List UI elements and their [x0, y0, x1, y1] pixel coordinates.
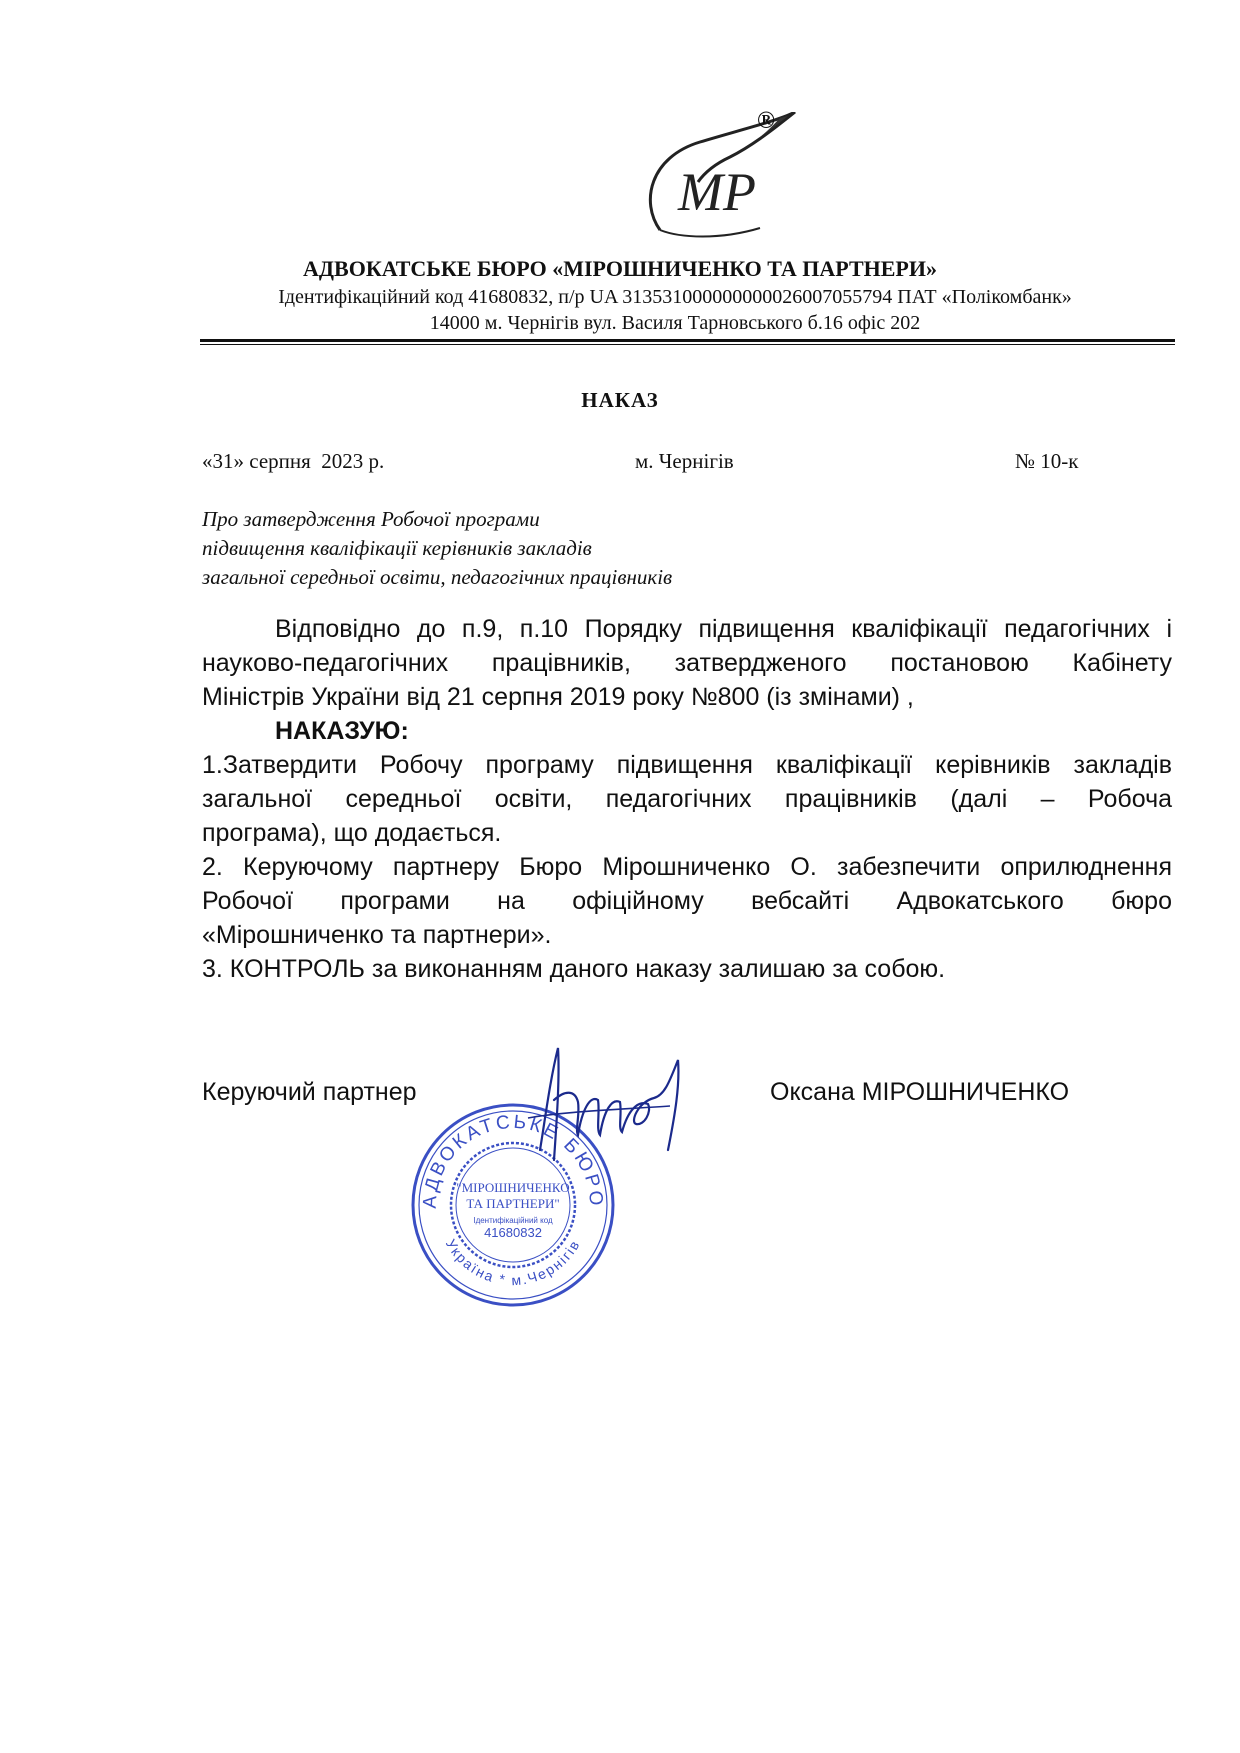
order-number: № 10-к — [1015, 449, 1079, 473]
order-subject — [202, 505, 672, 592]
subject-line: підвищення кваліфікації керівників закладів — [202, 536, 592, 560]
stamp-outer-text: АДВОКАТСЬКЕ БЮРО — [419, 1111, 607, 1210]
letterhead-divider-thin — [200, 344, 1175, 345]
preamble-line: Відповідно до п.9, п.10 Порядку підвищення кваліфікації педагогічних і — [275, 615, 1172, 643]
order-item-2-line: Робочої програми на офіційному вебсайті Адвокатського бюро — [202, 887, 1172, 915]
organization-address: 14000 м. Чернігів вул. Василя Тарновського б.16 офіс 202 — [429, 312, 921, 334]
order-item-2-line: «Мірошниченко та партнери». — [202, 921, 552, 949]
order-body — [202, 612, 1172, 986]
order-date: «31» серпня 2023 р. — [202, 449, 385, 473]
order-item-1-line: 1.Затвердити Робочу програму підвищення кваліфікації керівників закладів — [202, 751, 1172, 779]
letterhead-divider — [200, 339, 1175, 342]
subject-line: Про затвердження Робочої програми — [202, 507, 540, 531]
signatory-position: Керуючий партнер — [202, 1078, 417, 1106]
order-item-2-line: 2. Керуючому партнеру Бюро Мірошниченко О. забезпечити оприлюднення — [202, 853, 1172, 881]
subject-line: загальної середньої освіти, педагогічних працівників — [202, 565, 673, 589]
order-city: м. Чернігів — [635, 449, 734, 473]
order-item-1-line: програма), що додається. — [202, 819, 502, 847]
registered-trademark-mark: ® — [757, 108, 775, 134]
stamp-code: 41680832 — [484, 1225, 542, 1240]
organization-requisites: Ідентифікаційний код 41680832, п/р UA 313531000000000026007055794 ПАТ «Полікомбанк» — [278, 286, 1072, 308]
stamp-inner-line: ТА ПАРТНЕРИ" — [466, 1196, 560, 1211]
document-title: НАКАЗ — [581, 388, 659, 412]
stamp-inner-line: "МІРОШНИЧЕНКО — [456, 1180, 570, 1195]
order-item-1-line: загальної середньої освіти, педагогічних працівників (далі – Робоча — [202, 785, 1172, 813]
organization-name: АДВОКАТСЬКЕ БЮРО «МІРОШНИЧЕНКО ТА ПАРТНЕРИ» — [303, 256, 937, 281]
logo-monogram: МР — [678, 162, 756, 222]
preamble-line: науково-педагогічних працівників, затвердженого постановою Кабінету — [202, 649, 1172, 677]
preamble-line: Міністрів України від 21 серпня 2019 року №800 (із змінами) , — [202, 683, 914, 711]
signatory-name: Оксана МІРОШНИЧЕНКО — [770, 1078, 1070, 1106]
orders-keyword: НАКАЗУЮ: — [275, 717, 409, 745]
handwritten-signature — [520, 1040, 695, 1170]
stamp-inner-line: Ідентифікаційний код — [473, 1216, 553, 1225]
stamp-bottom-text: Україна * м.Чернігів — [442, 1236, 584, 1289]
order-item-3: 3. КОНТРОЛЬ за виконанням даного наказу залишаю за собою. — [202, 955, 946, 983]
